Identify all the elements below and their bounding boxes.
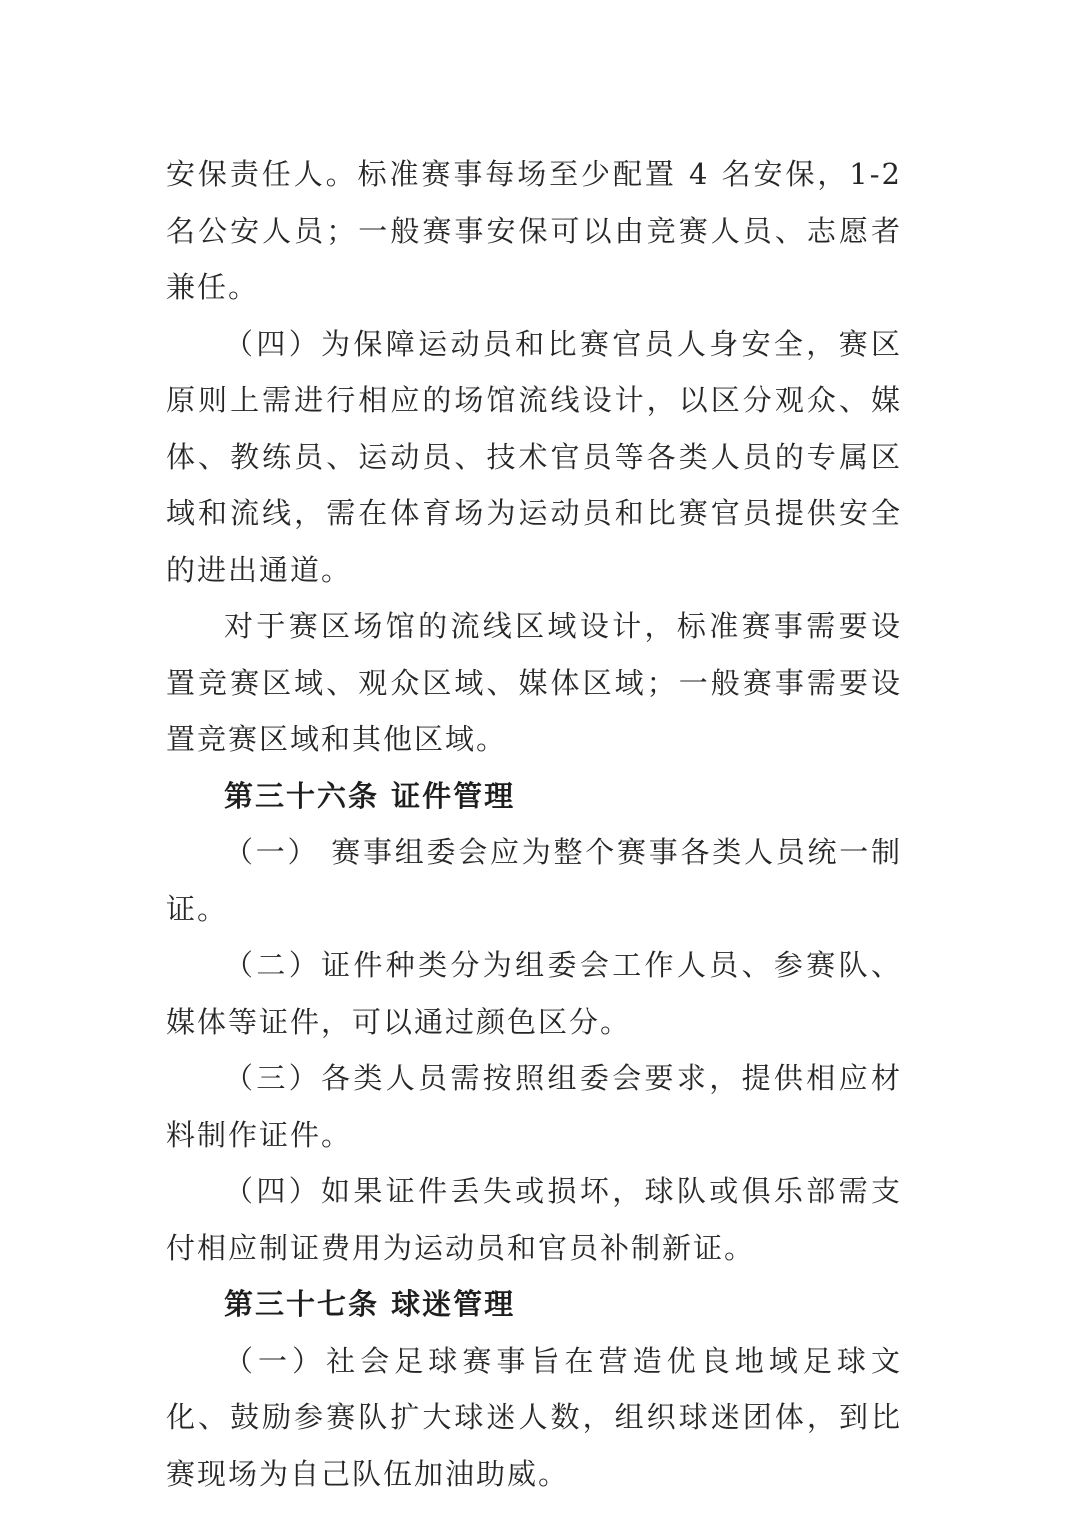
paragraph-security-staff: 安保责任人。标准赛事每场至少配置 4 名安保，1-2 名公安人员；一般赛事安保可以由竞赛人员、志愿者兼任。 xyxy=(166,157,902,304)
paragraph-credential-materials: （三）各类人员需按照组委会要求，提供相应材料制作证件。 xyxy=(166,1061,902,1152)
paragraph-fan-culture: （一）社会足球赛事旨在营造优良地域足球文化、鼓励参赛队扩大球迷人数，组织球迷团体，到比赛现场为自己队伍加油助威。 xyxy=(166,1343,902,1491)
paragraph-credential-types: （二）证件种类分为组委会工作人员、参赛队、媒体等证件，可以通过颜色区分。 xyxy=(166,948,902,1039)
heading-article-37: 第三十七条 球迷管理 xyxy=(224,1287,516,1321)
paragraph-flow-area-design: 对于赛区场馆的流线区域设计，标准赛事需要设置竞赛区域、观众区域、媒体区域；一般赛事需要设置竞赛区域和其他区域。 xyxy=(166,609,902,756)
heading-article-36: 第三十六条 证件管理 xyxy=(224,778,516,813)
paragraph-venue-flow-design: （四）为保障运动员和比赛官员人身安全，赛区原则上需进行相应的场馆流线设计，以区分观众、媒体、教练员、运动员、技术官员等各类人员的专属区域和流线，需在体育场为运动员和比赛官员提供安全的进出通道。 xyxy=(166,326,902,587)
document-body xyxy=(166,146,902,1502)
paragraph-credential-replacement: （四）如果证件丢失或损坏，球队或俱乐部需支付相应制证费用为运动员和官员补制新证。 xyxy=(166,1174,902,1265)
paragraph-unified-credentials: （一） 赛事组委会应为整个赛事各类人员统一制证。 xyxy=(166,835,902,926)
